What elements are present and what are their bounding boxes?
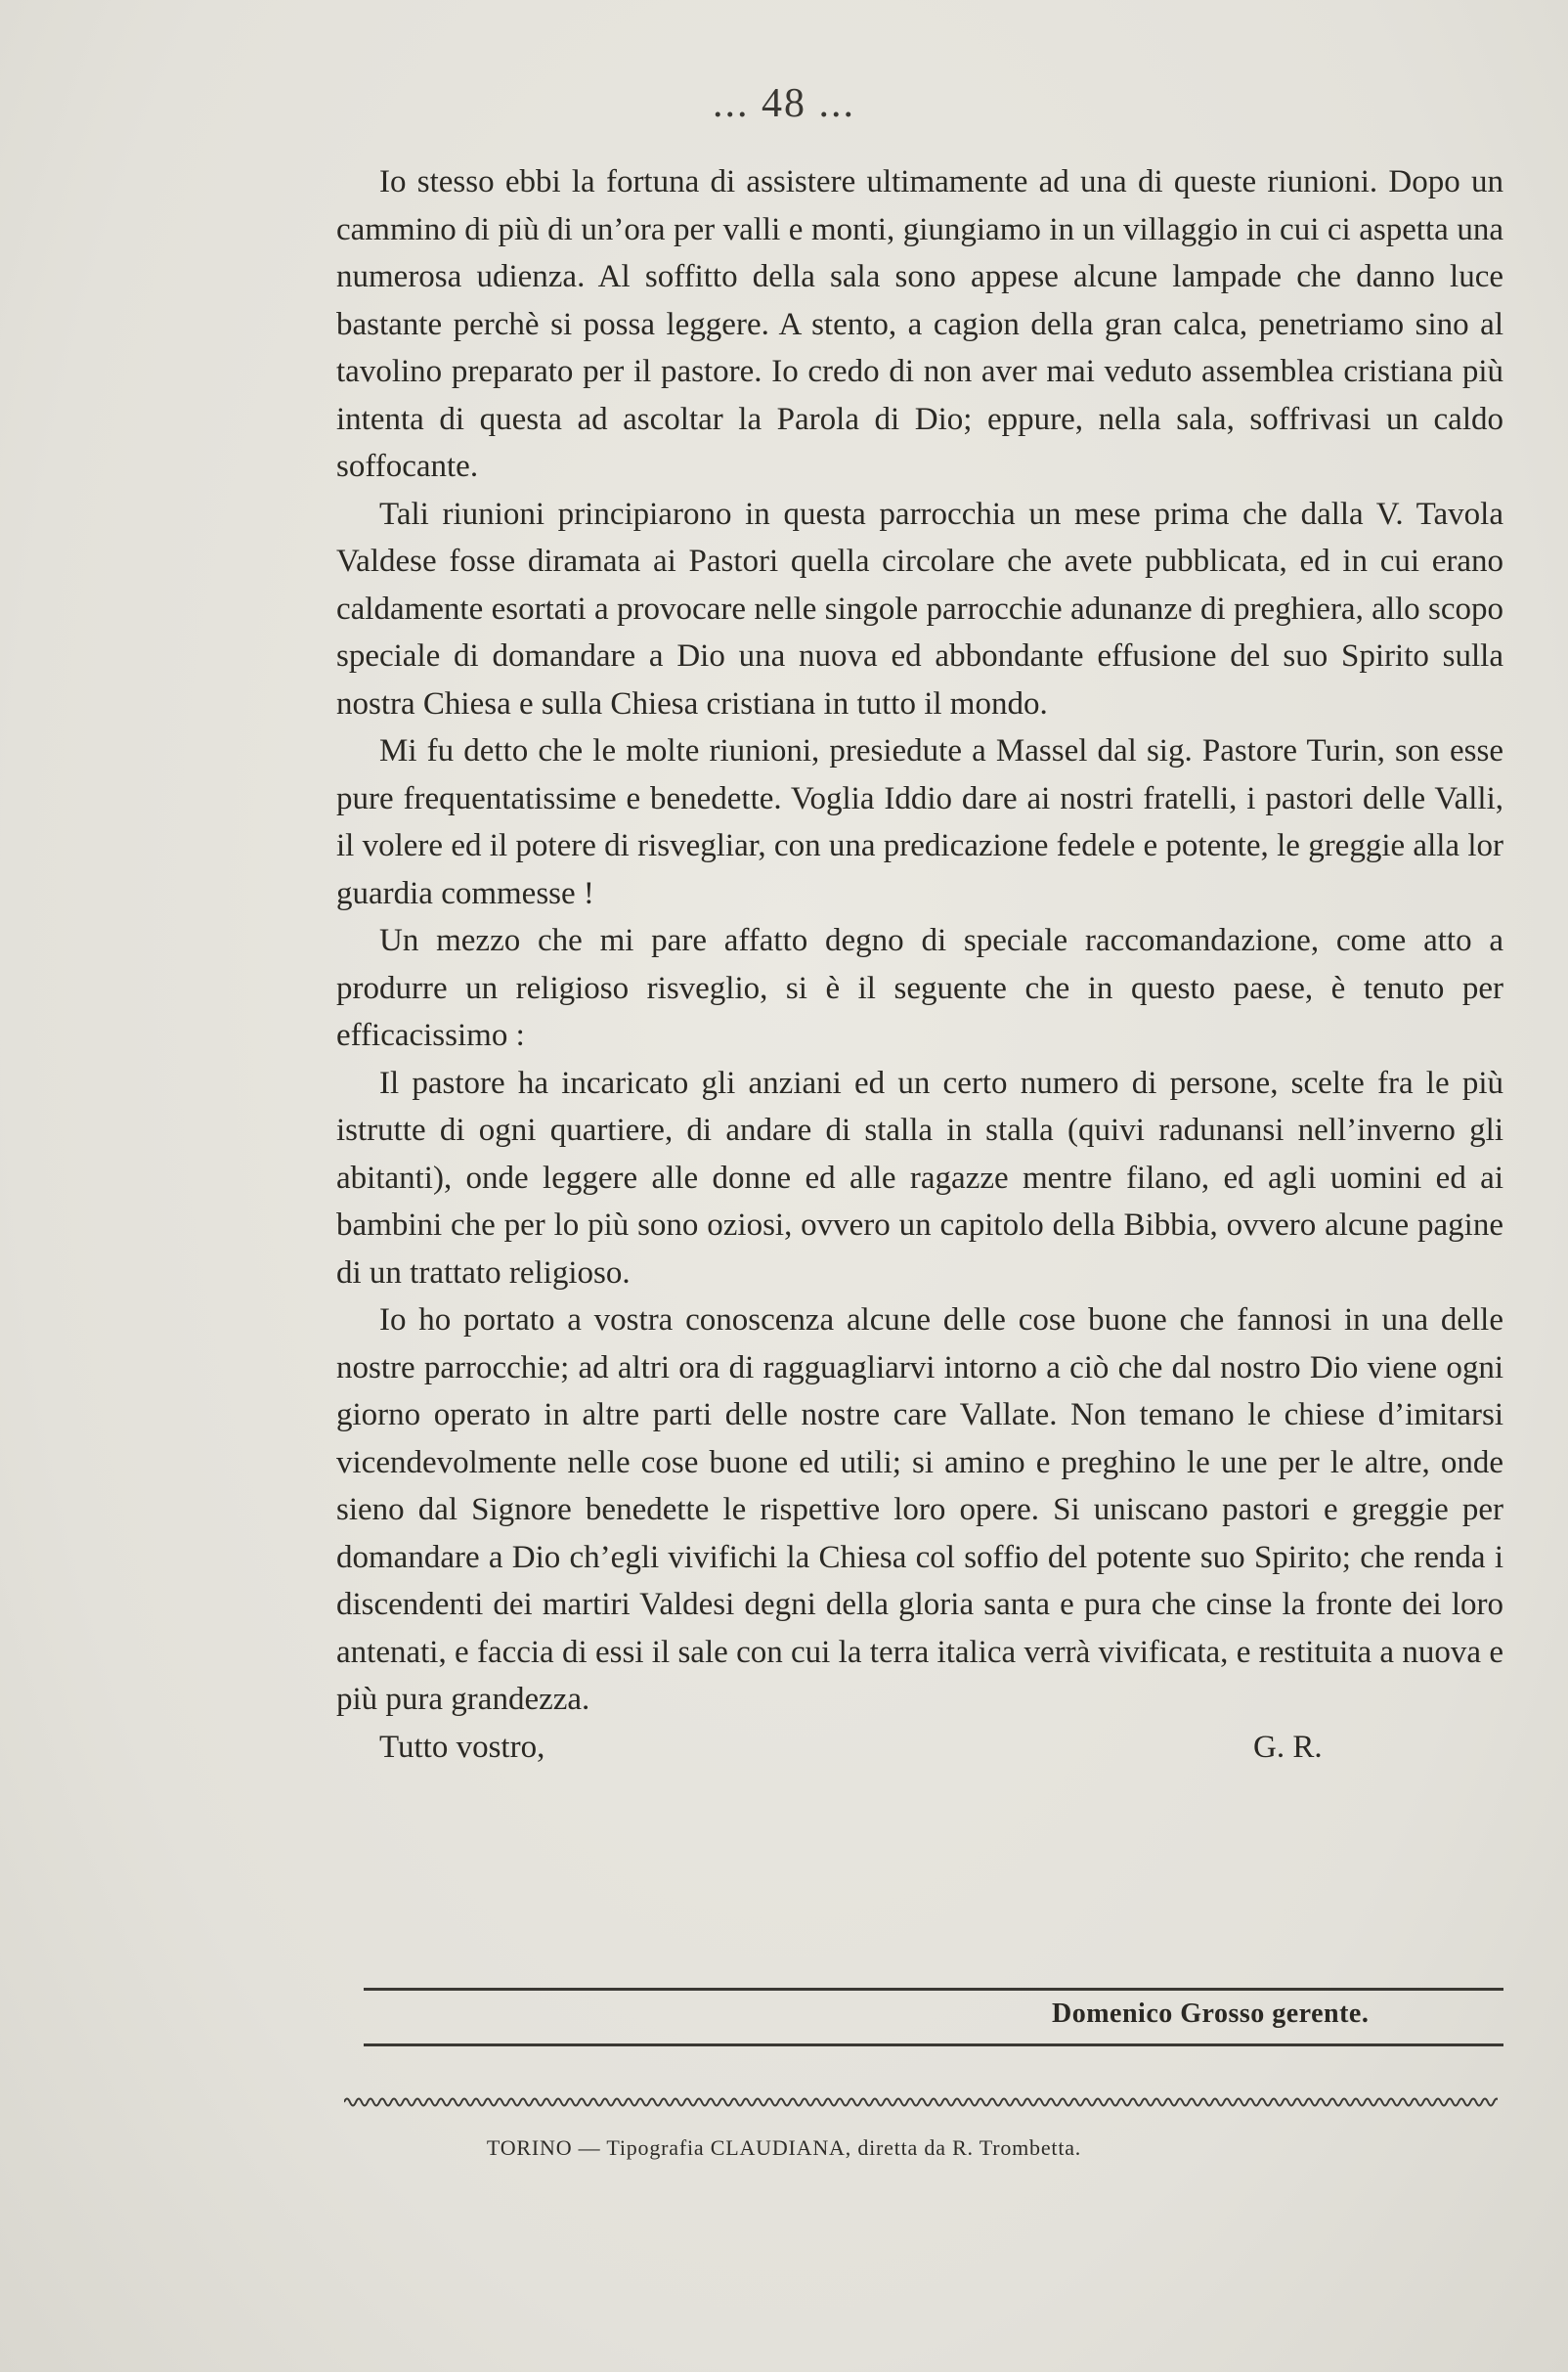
closing: Tutto vostro, — [379, 1729, 545, 1765]
page-number: ... 48 ... — [713, 81, 855, 126]
signoff — [336, 1724, 1503, 1772]
paragraph: Io ho portato a vostra conoscenza alcune delle cose buone che fannosi in una delle nostre parrocchie; ad altri ora di ragguagliarvi intorno a ciò che dal nostro Dio viene ogni giorno operato in altre parti delle nostre care Vallate. Non temano le chiese d’imitarsi vicendevolmente nelle cose buone ed utili; si amino e preghino le une per le altre, onde sieno dal Signore benedette le rispettive loro opere. Si uniscano pastori e greggie per domandare a Dio ch’egli vivifichi la Chiesa col soffio del potente suo Spirito; che renda i discendenti dei martiri Valdesi degni della gloria santa e pura che cinse la fronte dei loro antenati, e faccia di essi il sale con cui la terra italica verrà vivificata, e restituita a nuova e più pura grandezza. — [336, 1302, 1503, 1717]
printer-imprint: TORINO — Tipografia CLAUDIANA, diretta da R. Trombetta. — [486, 2135, 1082, 2160]
signature: G. R. — [1253, 1729, 1323, 1765]
article-body — [336, 158, 1503, 1771]
paragraph: Tali riunioni principiarono in questa parrocchia un mese prima che dalla V. Tavola Valdese fosse diramata ai Pastori quella circolare che avete pubblicata, ed in cui erano caldamente esortati a provocare nelle singole parrocchie adunanze di preghiera, allo scopo speciale di domandare a Dio una nuova ed abbondante effusione del suo Spirito sulla nostra Chiesa e sulla Chiesa cristiana in tutto il mondo. — [336, 496, 1503, 722]
editor-credit: Domenico Grosso gerente. — [1052, 1999, 1370, 2029]
paragraph: Mi fu detto che le molte riunioni, presiedute a Massel dal sig. Pastore Turin, son esse pure frequentatissime e benedette. Voglia Iddio dare ai nostri fratelli, i pastori delle Valli, il volere ed il potere di risvegliar, con una predicazione fedele e potente, le greggie alla lor guardia commesse ! — [336, 733, 1503, 911]
paragraph: Il pastore ha incaricato gli anziani ed un certo numero di persone, scelte fra le più istrutte di ogni quartiere, di andare di stalla in stalla (quivi radunansi nell’inverno gli abitanti), onde leggere alle donne ed alle ragazze mentre filano, ed agli uomini ed ai bambini che per lo più sono oziosi, ovvero un capitolo della Bibbia, ovvero alcune pagine di un trattato religioso. — [336, 1065, 1503, 1291]
ornamental-wave-rule — [344, 2092, 1498, 2112]
paragraph: Io stesso ebbi la fortuna di assistere ultimamente ad una di queste riunioni. Dopo un cammino di più di un’ora per valli e monti, giungiamo in un villaggio in cui ci aspetta una numerosa udienza. Al soffitto della sala sono appese alcune lampade che danno luce bastante perchè si possa leggere. A stento, a cagion della gran calca, penetriamo sino al tavolino preparato per il pastore. Io credo di non aver mai veduto assemblea cristiana più intenta di questa ad ascoltar la Parola di Dio; eppure, nella sala, soffrivasi un caldo soffocante. — [336, 164, 1503, 484]
paragraph: Un mezzo che mi pare affatto degno di speciale raccomandazione, come atto a produrre un religioso risveglio, si è il seguente che in questo paese, è tenuto per efficacissimo : — [336, 923, 1503, 1053]
divider-rule — [364, 1988, 1503, 1991]
divider-rule — [364, 2043, 1503, 2046]
